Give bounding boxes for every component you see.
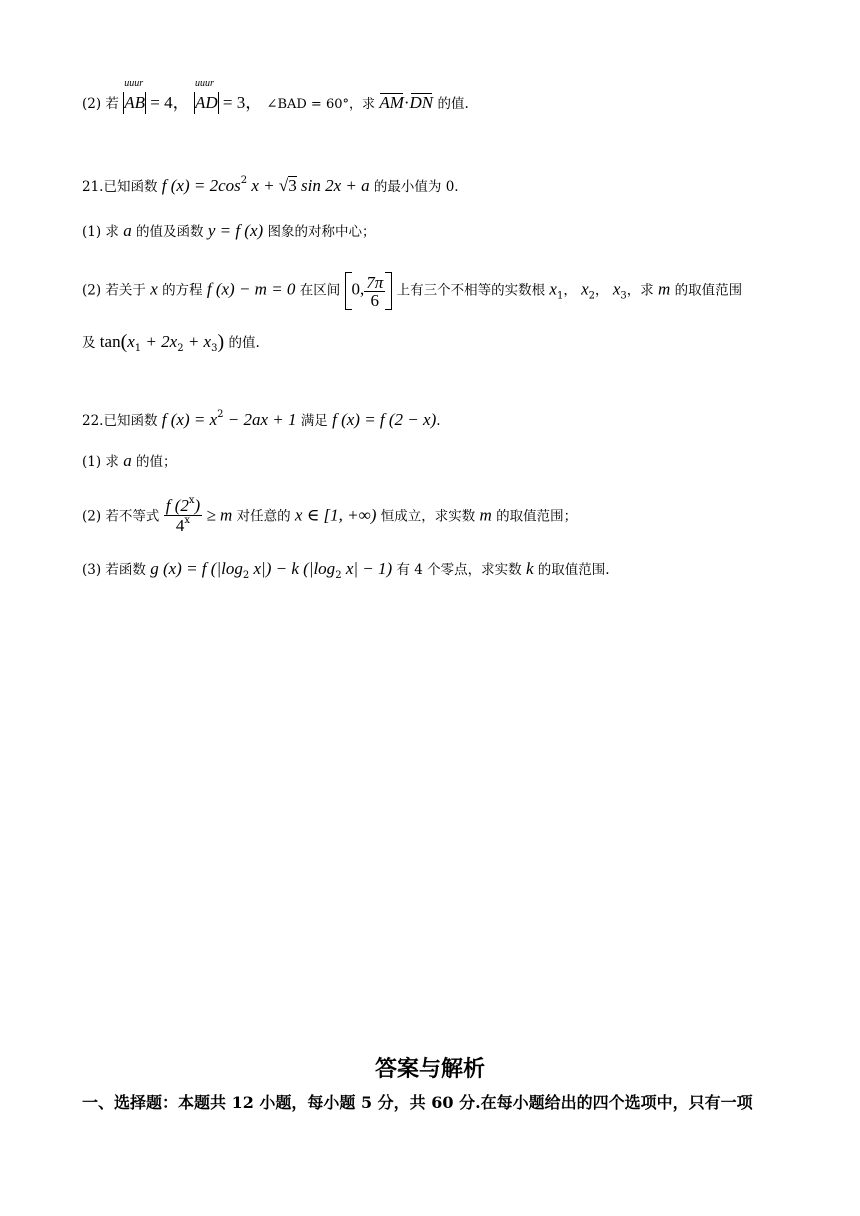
angle-condition: ∠BAD = 60°，求 [266,97,376,112]
problem20-part2: (2) 若 uuur AB = 4， uuur AD = 3， ∠BAD = 60°，求 AM· DN 的值. [82,78,469,112]
problem-number: 21.已知函数 [82,179,158,195]
problem22-part2: (2) 若不等式 $\frac{f (2^x)}{4^x}$ ≥ m 对任意的 x ∈ [1, +∞) 恒成立，求实数 m 的取值范围； [82,495,578,535]
answers-title: 答案与解析 [374,1057,485,1082]
problem22-part3: (3) 若函数 g (x) = f ($|\log_2$ x|) − k ($|\log_2$ x| − 1) 有 4 个零点，求实数 k 的取值范围. [82,559,610,581]
ad-value: = 3， [222,93,263,112]
part-label: (2) 若 [82,96,119,112]
problem21-part2: (2) 若关于 x 的方程 f (x) − m = 0 在区间 0, $\frac{7\pi}{6}$ 上有三个不相等的实数根 $x_1$， $x_2$， $x_3$，求 m 的取值范围 [82,272,743,310]
vector-ad: uuur AD [194,78,218,112]
problem22-stem: 22.已知函数 f $(x) = x^2 - 2ax + 1$ 满足 f (x) = f (2 − x). [82,409,441,429]
vector-am: AM [379,93,404,112]
section-heading: 一、选择题：本题共 12 小题，每小题 5 分，共 60 分.在每小题给出的四个选项中，只有一项 [82,1093,753,1112]
problem-number: 22.已知函数 [82,413,158,429]
problem21-stem: 21.已知函数 f $(x) = 2\cos^2$ x + √3 sin 2x + a 的最小值为 0. [82,175,459,195]
vector-ab: uuur AB [124,78,145,112]
problem21-part1: (1) 求 a 的值及函数 y = f (x) 图象的对称中心； [82,221,376,240]
problem21-part2-cont: 及 $\tan(x_1 + 2x_2 + x_3)$ 的值. [82,331,260,354]
problem22-part1: (1) 求 a 的值； [82,451,177,470]
vector-dn: DN [409,93,434,112]
ab-value: = 4， [150,93,190,112]
